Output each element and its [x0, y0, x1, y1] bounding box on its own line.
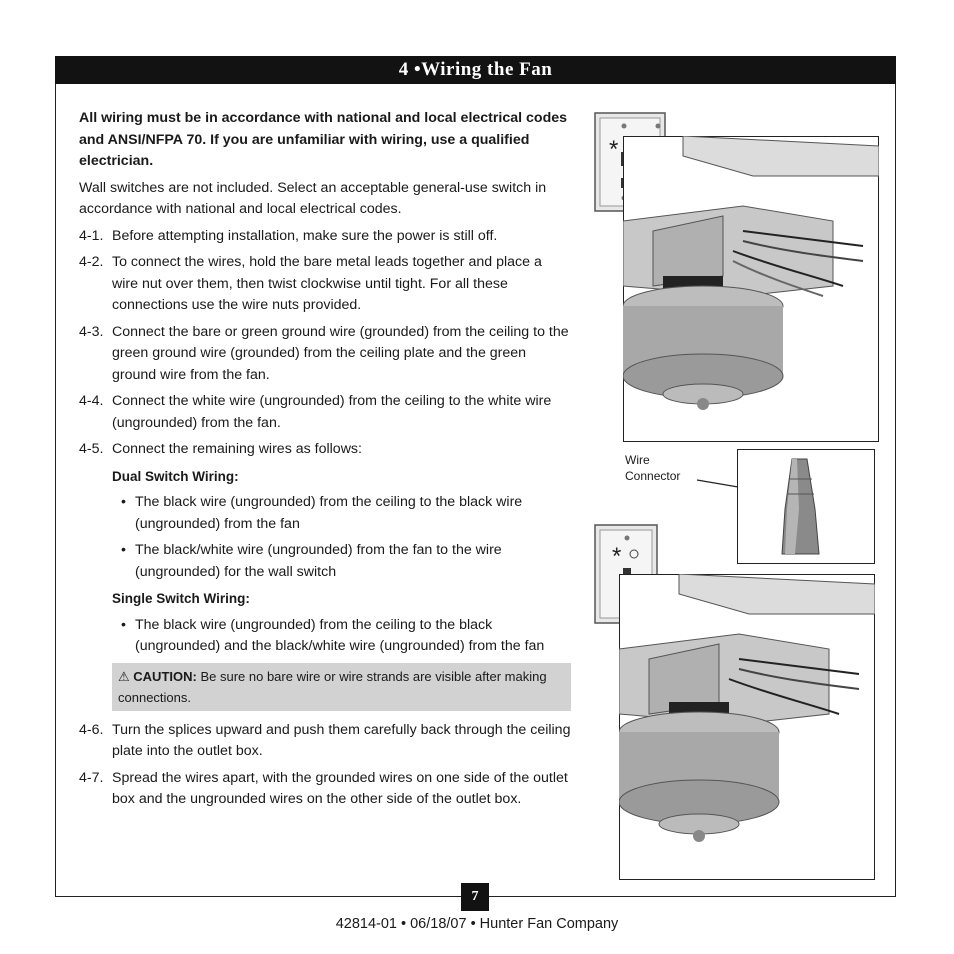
svg-text:*: * [609, 136, 619, 163]
bullet-icon: • [121, 494, 126, 510]
bullet-icon: • [121, 542, 126, 558]
step-number: 4-7. [79, 769, 104, 786]
list-item [112, 615, 571, 658]
step-text: Connect the bare or green ground wire (grounded) from the ceiling to the green ground wire (grounded) from the ceiling plate and the green ground wire from the fan. [112, 323, 569, 383]
fan-wiring-illustration-dual [623, 136, 879, 442]
step-number: 4-1. [79, 227, 104, 244]
intro-warning: All wiring must be in accordance with national and local electrical codes and ANSI/NFPA 70. If you are unfamiliar with wiring, use a qualified electrician. [79, 110, 568, 169]
step [79, 720, 571, 763]
wire-connector-label-line: Wire [625, 453, 650, 467]
list-item [112, 492, 571, 535]
step-number: 4-2. [79, 254, 104, 270]
wire-connector-illustration [737, 449, 875, 564]
svg-text:*: * [612, 543, 622, 570]
page-number: 7 [461, 883, 489, 911]
fan-wiring-illustration-single [619, 574, 875, 880]
caution-label: CAUTION: [133, 668, 197, 684]
intro-paragraph: Wall switches are not included. Select an acceptable general-use switch in accordance with national and local electrical codes. [79, 179, 547, 217]
bullet-icon: • [121, 616, 126, 633]
step-number: 4-6. [79, 721, 104, 738]
step-number: 4-4. [79, 393, 104, 409]
step-text: To connect the wires, hold the bare metal leads together and place a wire nut over them, then twist clockwise until tight. For all these connections use the wire nuts provided. [112, 254, 542, 313]
page-footer: 42814-01 • 06/18/07 • Hunter Fan Company [335, 916, 619, 932]
warning-triangle-icon: ⚠ [118, 668, 130, 684]
section-title: 4 •Wiring the Fan [55, 56, 896, 84]
caution-box [112, 663, 571, 711]
step-text: Turn the splices upward and push them carefully back through the ceiling plate into the outlet box. [112, 721, 571, 759]
wire-connector-label-line: Connector [625, 469, 681, 483]
instructions-column [79, 108, 571, 816]
caution-text: Be sure no bare wire or wire strands are visible after making connections. [118, 668, 547, 705]
list-item-text: The black wire (ungrounded) from the ceiling to the black (ungrounded) and the black/white wire (ungrounded) from the fan [135, 616, 545, 654]
step [79, 439, 571, 461]
single-switch-heading: Single Switch Wiring: [112, 591, 250, 606]
step-text: Before attempting installation, make sure the power is still off. [112, 227, 498, 244]
list-item-text: The black/white wire (ungrounded) from the fan to the wire (ungrounded) for the wall switch [135, 542, 502, 580]
dual-switch-heading: Dual Switch Wiring: [112, 468, 239, 484]
step-text: Connect the white wire (ungrounded) from the ceiling to the white wire (ungrounded) from the fan. [112, 393, 552, 431]
step [79, 391, 571, 434]
step [79, 252, 571, 317]
step-number: 4-5. [79, 441, 104, 457]
wire-connector-label [625, 452, 680, 484]
step-text: Spread the wires apart, with the grounded wires on one side of the outlet box and the ungrounded wires on the other side of the outlet box. [112, 769, 568, 807]
list-item [112, 540, 571, 583]
step [79, 768, 571, 811]
step [79, 322, 571, 387]
step-text: Connect the remaining wires as follows: [112, 441, 362, 457]
list-item-text: The black wire (ungrounded) from the ceiling to the black wire (ungrounded) from the fan [135, 494, 523, 532]
step [79, 226, 571, 248]
step-number: 4-3. [79, 323, 104, 340]
